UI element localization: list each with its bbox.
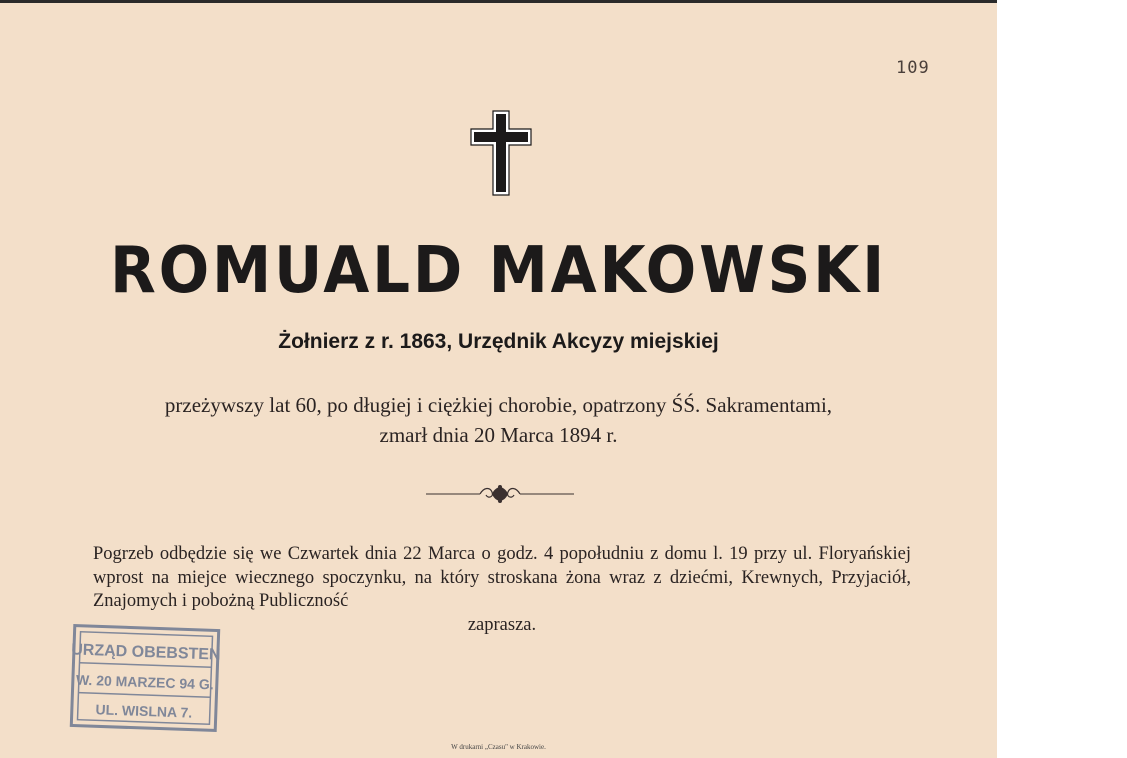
ornament-divider [426, 483, 574, 505]
funeral-announcement [93, 543, 911, 637]
stamp-line-1: URZĄD OBEBSTEN [70, 641, 221, 664]
printer-imprint: W drukarni „Czasu" w Krakowie. [451, 743, 546, 751]
cross-icon [469, 109, 533, 197]
office-stamp [68, 622, 222, 733]
stamp-line-2: W. 20 MARZEC 94 G. [75, 671, 214, 693]
funeral-closing: zaprasza. [467, 614, 537, 635]
funeral-text: Pogrzeb odbędzie się we Czwartek dnia 22 Marca o godz. 4 popołudniu z domu l. 19 przy ul. Floryańskiej wprost na miejce wiecznego spoczynku, na który stroskana żona wraz z dziećmi, Krewnych, Przyjaciół, Znajomych i pobożną Publiczność [93, 544, 911, 611]
stamp-line-3: UL. WISLNA 7. [95, 701, 193, 721]
body-line-1: przeżywszy lat 60, po długiej i ciężkiej chorobie, opatrzony ŚŚ. Sakramentami, [164, 393, 833, 417]
deceased-title: Żołnierz z r. 1863, Urzędnik Akcyzy miejskiej [278, 330, 719, 353]
body-line-2: zmarł dnia 20 Marca 1894 r. [379, 423, 618, 447]
deceased-name: ROMUALD MAKOWSKI [109, 234, 888, 308]
archive-number: 109 [896, 58, 930, 78]
